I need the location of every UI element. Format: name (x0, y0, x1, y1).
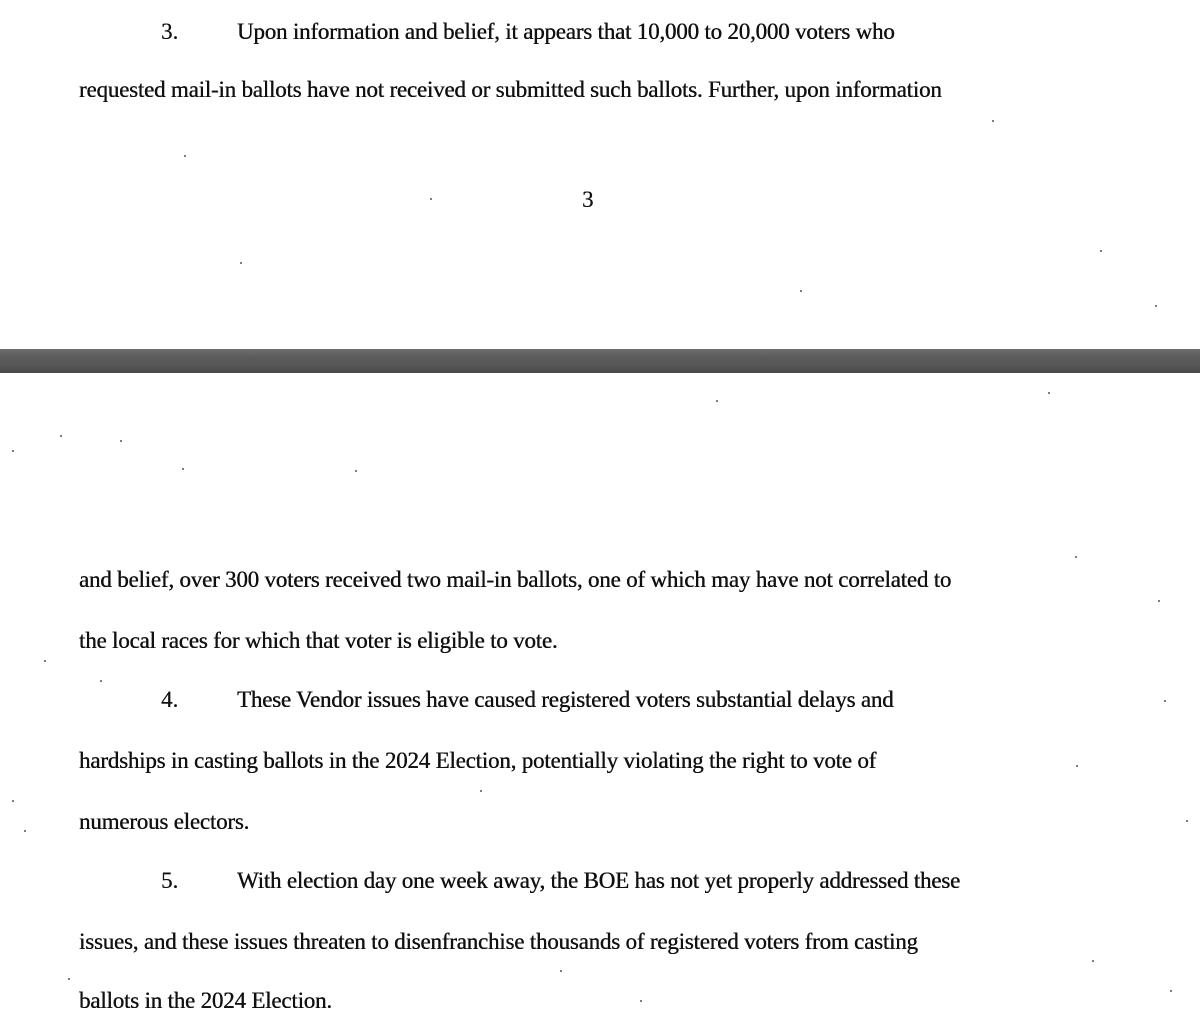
scan-speck (355, 470, 357, 472)
scan-speck (60, 435, 62, 437)
scan-speck (1164, 700, 1166, 702)
scan-speck (1100, 250, 1102, 252)
scan-speck (120, 440, 122, 442)
document-page-top (0, 0, 1200, 349)
paragraph-5-line-2: issues, and these issues threaten to disenfranchise thousands of registered voters from casting (79, 929, 918, 954)
scan-speck (44, 660, 46, 662)
scan-speck (992, 120, 994, 122)
scan-speck (1158, 600, 1160, 602)
scan-speck (480, 790, 482, 792)
paragraph-5-line-3: ballots in the 2024 Election. (79, 988, 332, 1013)
scan-speck (800, 290, 802, 292)
scan-speck (182, 468, 184, 470)
scan-speck (1075, 556, 1077, 558)
scan-speck (1048, 392, 1050, 394)
scan-speck (100, 680, 102, 682)
paragraph-3-line-1: Upon information and belief, it appears that 10,000 to 20,000 voters who (237, 19, 895, 44)
scan-speck (1076, 765, 1078, 767)
paragraph-5-line-1: With election day one week away, the BOE has not yet properly addressed these (237, 868, 961, 893)
paragraph-3-line-4: the local races for which that voter is eligible to vote. (79, 628, 558, 653)
scan-speck (1092, 960, 1094, 962)
scan-speck (640, 1000, 642, 1002)
paragraph-3-line-3: and belief, over 300 voters received two mail-in ballots, one of which may have not correlated to (79, 567, 952, 592)
scan-speck (1155, 305, 1157, 307)
paragraph-4-line-2: hardships in casting ballots in the 2024 Election, potentially violating the right to vote of (79, 748, 877, 773)
scan-speck (12, 450, 14, 452)
scan-speck (1170, 990, 1172, 992)
paragraph-4-line-1: These Vendor issues have caused registered voters substantial delays and (237, 687, 894, 712)
scan-speck (68, 978, 70, 980)
paragraph-5-number: 5. (161, 868, 179, 893)
paragraph-4-line-3: numerous electors. (79, 809, 250, 834)
scan-speck (184, 155, 186, 157)
scan-speck (12, 800, 14, 802)
paragraph-3-line-2: requested mail-in ballots have not received or submitted such ballots. Further, upon information (79, 77, 942, 102)
scan-speck (240, 262, 242, 264)
document-page-bottom (0, 373, 1200, 1029)
page-break-separator (0, 349, 1200, 373)
scan-speck (560, 970, 562, 972)
scan-speck (430, 198, 432, 200)
scan-speck (1186, 820, 1188, 822)
page-number: 3 (582, 187, 594, 212)
scan-speck (24, 830, 26, 832)
paragraph-4-number: 4. (161, 687, 179, 712)
scan-speck (716, 400, 718, 402)
paragraph-3-number: 3. (161, 19, 179, 44)
